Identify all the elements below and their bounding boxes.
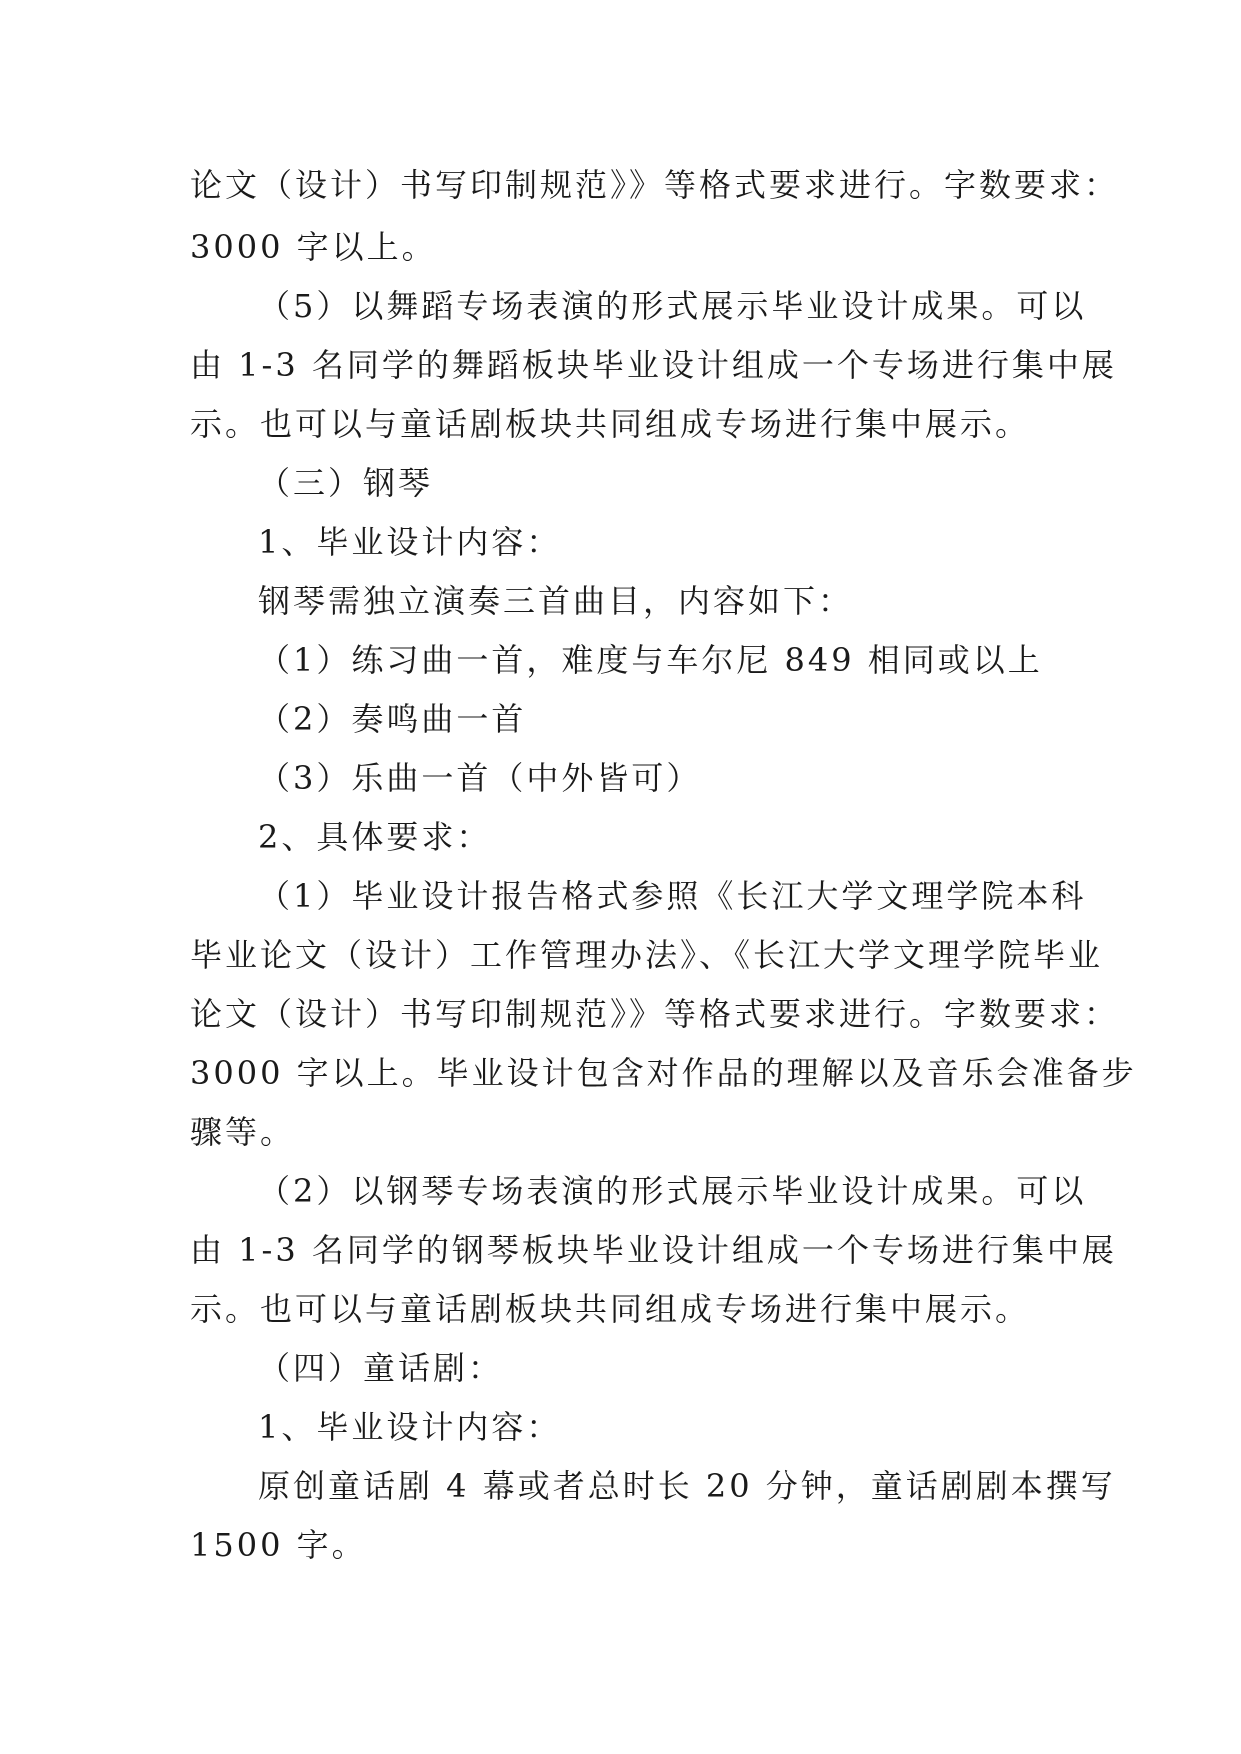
list-item: （2）奏鸣曲一首 <box>258 700 527 738</box>
subsection-heading: 1、毕业设计内容： <box>258 1408 562 1446</box>
text-line: 由 1-3 名同学的钢琴板块毕业设计组成一个专场进行集中展 <box>190 1231 1117 1269</box>
text-line: 3000 字以上。 <box>190 228 437 266</box>
text-line: （5）以舞蹈专场表演的形式展示毕业设计成果。可以 <box>258 287 1087 325</box>
text-line: （1）毕业设计报告格式参照《长江大学文理学院本科 <box>258 877 1087 915</box>
text-line: 由 1-3 名同学的舞蹈板块毕业设计组成一个专场进行集中展 <box>190 346 1117 384</box>
list-item: （1）练习曲一首，难度与车尔尼 849 相同或以上 <box>258 641 1043 679</box>
text-line: 1500 字。 <box>190 1526 367 1564</box>
text-line: 论文（设计）书写印制规范》》等格式要求进行。字数要求： <box>190 166 1120 204</box>
text-line: （2）以钢琴专场表演的形式展示毕业设计成果。可以 <box>258 1172 1087 1210</box>
text-line: 原创童话剧 4 幕或者总时长 20 分钟，童话剧剧本撰写 <box>258 1467 1116 1505</box>
text-line: 钢琴需独立演奏三首曲目，内容如下： <box>258 582 854 620</box>
subsection-heading: 1、毕业设计内容： <box>258 523 562 561</box>
section-heading: （四）童话剧： <box>258 1349 504 1387</box>
list-item: （3）乐曲一首（中外皆可） <box>258 759 702 797</box>
text-line: 示。也可以与童话剧板块共同组成专场进行集中展示。 <box>190 1290 1031 1328</box>
text-line: 毕业论文（设计）工作管理办法》、《长江大学文理学院毕业 <box>190 936 1104 974</box>
text-line: 论文（设计）书写印制规范》》等格式要求进行。字数要求： <box>190 995 1120 1033</box>
subsection-heading: 2、具体要求： <box>258 818 492 856</box>
text-line: 骤等。 <box>190 1113 296 1151</box>
text-line: 3000 字以上。毕业设计包含对作品的理解以及音乐会准备步 <box>190 1054 1137 1092</box>
section-heading: （三）钢琴 <box>258 464 434 502</box>
text-line: 示。也可以与童话剧板块共同组成专场进行集中展示。 <box>190 405 1031 443</box>
